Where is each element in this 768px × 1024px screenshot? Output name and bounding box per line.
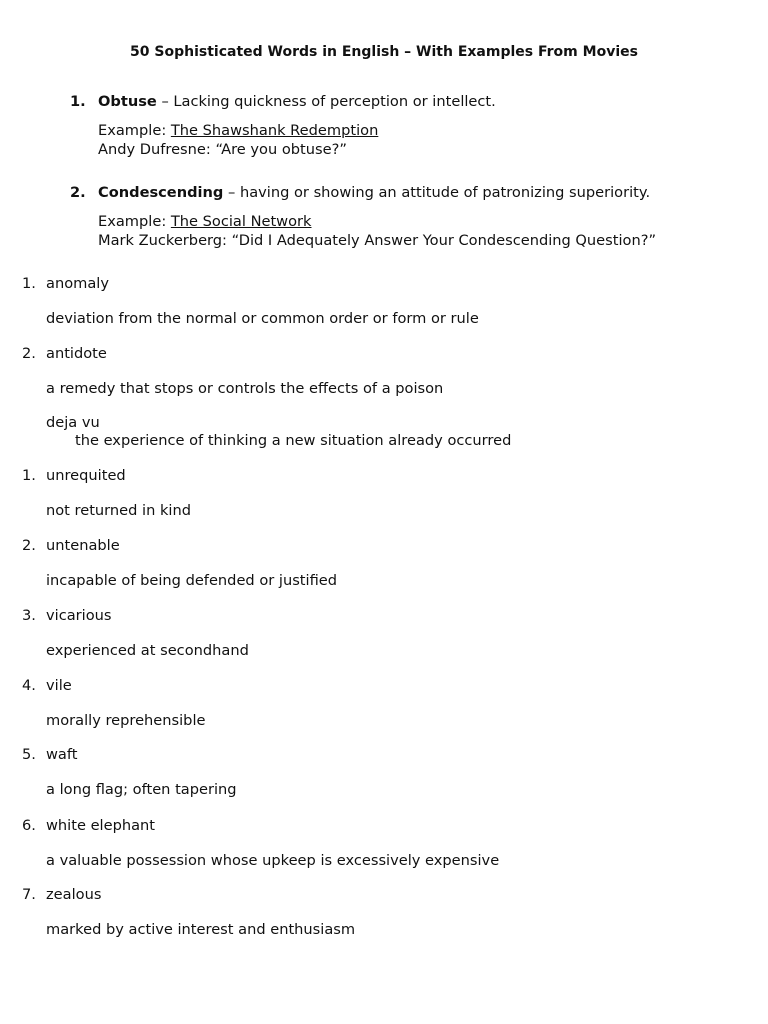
list-number: 1. <box>22 467 36 484</box>
word-term: zealous <box>46 886 102 903</box>
list-number: 4. <box>22 677 36 694</box>
page-title: 50 Sophisticated Words in English – With Examples From Movies <box>130 44 638 60</box>
featured-number: 1. <box>70 93 86 110</box>
word-definition: marked by active interest and enthusiasm <box>46 921 356 938</box>
word-term: deja vu <box>46 414 100 431</box>
featured-number: 2. <box>70 184 86 201</box>
word-term: antidote <box>46 345 107 362</box>
word-term: waft <box>46 746 78 763</box>
list-number: 2. <box>22 345 36 362</box>
featured-word: Obtuse <box>98 93 157 110</box>
list-number: 3. <box>22 607 36 624</box>
list-number: 2. <box>22 537 36 554</box>
word-definition: morally reprehensible <box>46 712 206 729</box>
featured-definition: – having or showing an attitude of patronizing superiority. <box>223 184 651 201</box>
word-term: vicarious <box>46 607 112 624</box>
featured-heading <box>98 93 496 111</box>
word-definition: a valuable possession whose upkeep is excessively expensive <box>46 852 500 869</box>
example-label: Example: <box>98 122 171 139</box>
featured-quote: Mark Zuckerberg: “Did I Adequately Answer Your Condescending Question?” <box>98 232 657 249</box>
word-definition: incapable of being defended or justified <box>46 572 338 589</box>
list-number: 5. <box>22 746 36 763</box>
word-definition: experienced at secondhand <box>46 642 249 659</box>
word-term: untenable <box>46 537 120 554</box>
example-label: Example: <box>98 213 171 230</box>
word-definition: a long flag; often tapering <box>46 781 237 798</box>
list-number: 1. <box>22 275 36 292</box>
movie-title: The Shawshank Redemption <box>170 122 379 139</box>
word-term: vile <box>46 677 72 694</box>
word-definition: not returned in kind <box>46 502 192 519</box>
word-definition: a remedy that stops or controls the effects of a poison <box>46 380 444 397</box>
word-term: white elephant <box>46 817 156 834</box>
movie-title: The Social Network <box>170 213 312 230</box>
list-number: 7. <box>22 886 36 903</box>
featured-definition: – Lacking quickness of perception or intellect. <box>156 93 496 110</box>
list-number: 6. <box>22 817 36 834</box>
word-term: anomaly <box>46 275 109 292</box>
featured-example <box>98 122 378 140</box>
word-definition: the experience of thinking a new situation already occurred <box>75 432 512 449</box>
featured-heading <box>98 184 650 202</box>
featured-quote: Andy Dufresne: “Are you obtuse?” <box>98 141 347 158</box>
word-term: unrequited <box>46 467 126 484</box>
word-definition: deviation from the normal or common order or form or rule <box>46 310 479 327</box>
featured-example <box>98 213 312 231</box>
featured-word: Condescending <box>98 184 224 201</box>
